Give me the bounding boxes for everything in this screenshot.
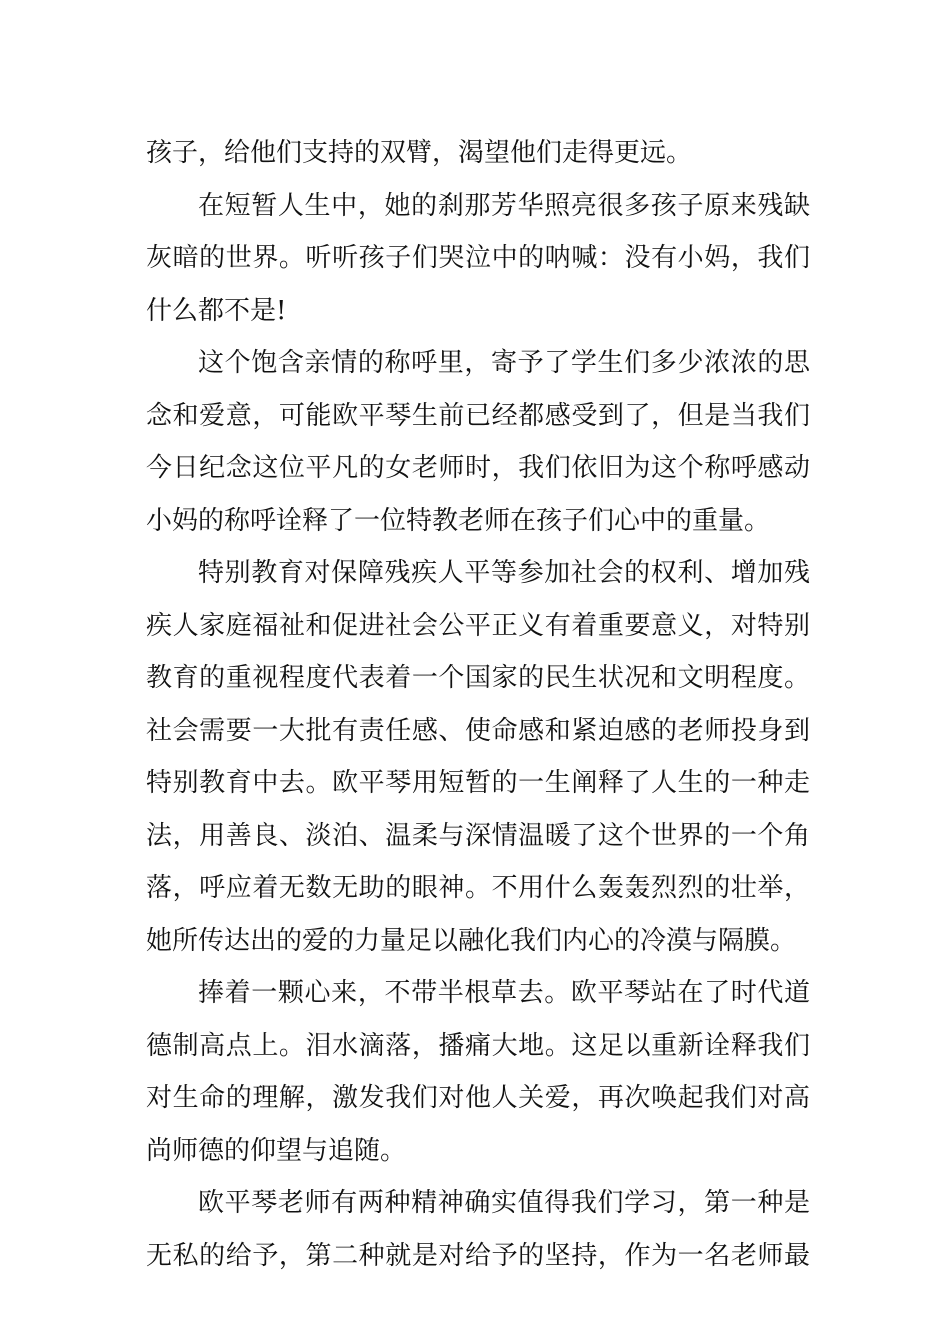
body-text xyxy=(146,127,810,1282)
text-line: 对生命的理解，激发我们对他人关爱，再次唤起我们对高 xyxy=(146,1083,810,1113)
text-line: 小妈的称呼诠释了一位特教老师在孩子们心中的重量。 xyxy=(146,505,771,536)
text-line: 特别教育对保障残疾人平等参加社会的权利、增加残 xyxy=(198,558,810,588)
text-line: 无私的给予，第二种就是对给予的坚持，作为一名老师最 xyxy=(146,1240,810,1271)
text-line: 法，用善良、淡泊、温柔与深情温暖了这个世界的一个角 xyxy=(146,820,810,851)
text-line: 孩子，给他们支持的双臂，渴望他们走得更远。 xyxy=(146,138,693,168)
text-line: 在短暂人生中，她的刹那芳华照亮很多孩子原来残缺 xyxy=(198,190,810,221)
text-line: 这个饱含亲情的称呼里，寄予了学生们多少浓浓的思 xyxy=(198,348,810,378)
text-line: 特别教育中去。欧平琴用短暂的一生阐释了人生的一种走 xyxy=(146,768,810,798)
text-line: 尚师德的仰望与追随。 xyxy=(146,1135,407,1166)
text-line: 社会需要一大批有责任感、使命感和紧迫感的老师投身到 xyxy=(146,715,810,746)
text-line: 疾人家庭福祉和促进社会公平正义有着重要意义，对特别 xyxy=(146,610,810,641)
text-line: 什么都不是! xyxy=(146,295,287,326)
text-line: 欧平琴老师有两种精神确实值得我们学习，第一种是 xyxy=(198,1188,810,1218)
text-line: 教育的重视程度代表着一个国家的民生状况和文明程度。 xyxy=(146,663,810,693)
text-line: 念和爱意，可能欧平琴生前已经都感受到了，但是当我们 xyxy=(146,400,810,431)
text-line: 今日纪念这位平凡的女老师时，我们依旧为这个称呼感动 xyxy=(146,453,810,483)
text-line: 落，呼应着无数无助的眼神。不用什么轰轰烈烈的壮举， xyxy=(146,873,810,903)
text-line: 她所传达出的爱的力量足以融化我们内心的冷漠与隔膜。 xyxy=(146,925,797,956)
text-line: 德制高点上。泪水滴落，播痛大地。这足以重新诠释我们 xyxy=(146,1030,810,1061)
text-line: 捧着一颗心来，不带半根草去。欧平琴站在了时代道 xyxy=(198,978,810,1008)
text-line: 灰暗的世界。听听孩子们哭泣中的呐喊：没有小妈，我们 xyxy=(146,243,810,273)
